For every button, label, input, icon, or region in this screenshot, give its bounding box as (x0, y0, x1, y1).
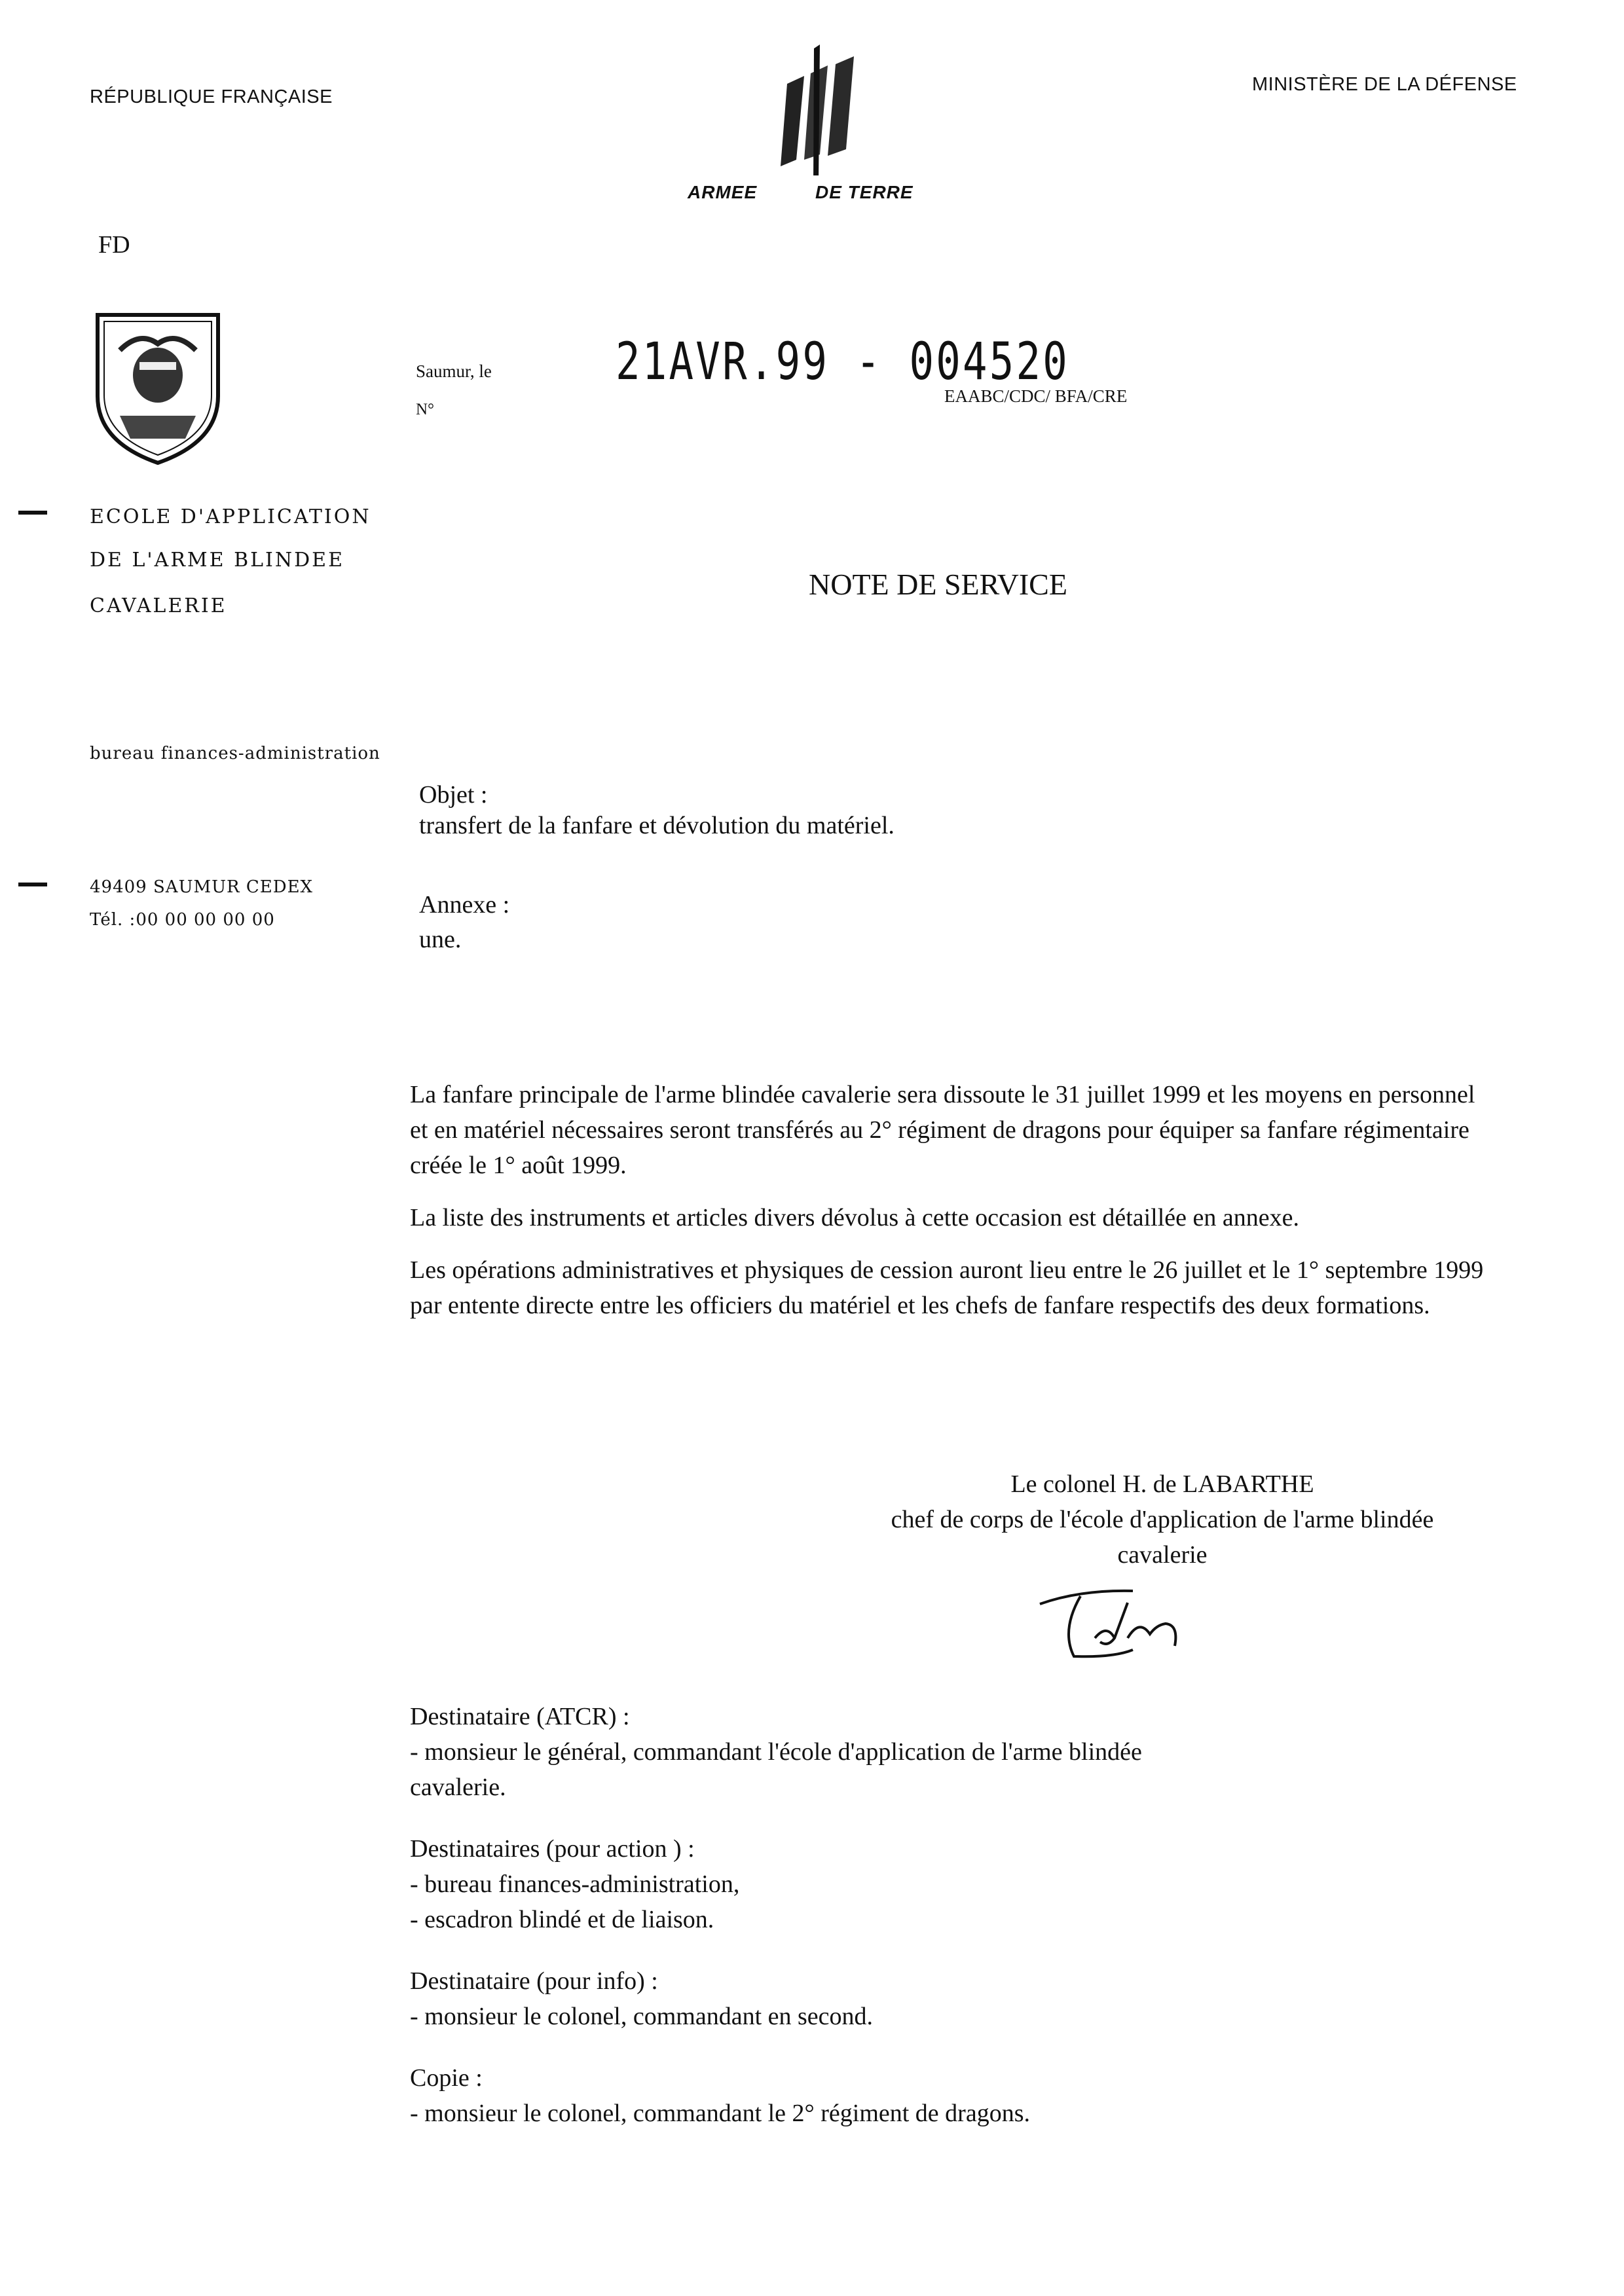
body-paragraph-2: La liste des instruments et articles divers dévolus à cette occasion est détaillée en annexe. (410, 1204, 1299, 1231)
margin-mark-top (18, 511, 47, 515)
atcr-item-2: cavalerie. (410, 1774, 506, 1801)
school-line-1: ECOLE D'APPLICATION (90, 505, 371, 528)
registration-stamp: 21AVR.99 - 004520 (616, 333, 1070, 392)
coat-of-arms (94, 311, 222, 467)
info-item-1: - monsieur le colonel, commandant en second. (410, 2003, 874, 2030)
school-line-3: CAVALERIE (90, 594, 227, 617)
signatory-name: Le colonel H. de LABARTHE (1010, 1470, 1314, 1498)
info-label: Destinataire (pour info) : (410, 1967, 658, 1995)
annexe-text: une. (419, 926, 462, 953)
address-line-1: 49409 SAUMUR CEDEX (90, 877, 314, 897)
army-logo (773, 45, 930, 175)
copy-label: Copie : (410, 2064, 483, 2092)
army-logo-text-right: DE TERRE (815, 182, 913, 202)
copy-item-1: - monsieur le colonel, commandant le 2° régiment de dragons. (410, 2100, 1030, 2127)
office: bureau finances-administration (90, 744, 380, 763)
action-item-1: - bureau finances-administration, (410, 1870, 740, 1898)
place-label: Saumur, le (416, 361, 492, 381)
page-title: NOTE DE SERVICE (809, 568, 1067, 601)
annexe-label: Annexe : (419, 891, 510, 919)
action-label: Destinataires (pour action ) : (410, 1835, 695, 1863)
objet-label: Objet : (419, 781, 488, 809)
body-text (410, 1077, 1484, 1340)
signature-block (835, 1467, 1490, 1573)
coat-of-arms-icon (94, 311, 222, 467)
signatory-title-1: chef de corps de l'école d'application de l'arme blindée (891, 1506, 1434, 1533)
header-right: MINISTÈRE DE LA DÉFENSE (1252, 74, 1517, 95)
body-paragraph-1: La fanfare principale de l'arme blindée cavalerie sera dissoute le 31 juillet 1999 et les moyens en personnel et en matériel nécessaires seront transférés au 2° régiment de dragons pour équiper sa fanfare régimentaire créée le 1° août 1999. (410, 1081, 1475, 1179)
signature-icon (1035, 1584, 1218, 1669)
header-left: RÉPUBLIQUE FRANÇAISE (90, 86, 333, 107)
school-line-2: DE L'ARME BLINDEE (90, 549, 344, 572)
sword-emblem-icon (773, 45, 930, 175)
atcr-item-1: - monsieur le général, commandant l'école d'application de l'arme blindée (410, 1738, 1142, 1766)
distribution (410, 1699, 1484, 2131)
action-item-2: - escadron blindé et de liaison. (410, 1906, 714, 1933)
atcr-label: Destinataire (ATCR) : (410, 1703, 630, 1730)
body-paragraph-3: Les opérations administratives et physiques de cession auront lieu entre le 26 juillet et le 1° septembre 1999 par entente directe entre les officiers du matériel et les chefs de fanfare respectifs des deux formations. (410, 1256, 1484, 1319)
reference: EAABC/CDC/ BFA/CRE (944, 386, 1128, 406)
signatory-title-2: cavalerie (1117, 1541, 1208, 1569)
army-logo-text-left: ARMEE (688, 182, 758, 202)
number-label: N° (416, 401, 435, 418)
address-line-2: Tél. :00 00 00 00 00 (90, 910, 275, 930)
handwritten-signature (1035, 1584, 1218, 1669)
initials: FD (98, 231, 130, 259)
margin-mark-bottom (18, 883, 47, 886)
objet-text: transfert de la fanfare et dévolution du matériel. (419, 812, 895, 839)
